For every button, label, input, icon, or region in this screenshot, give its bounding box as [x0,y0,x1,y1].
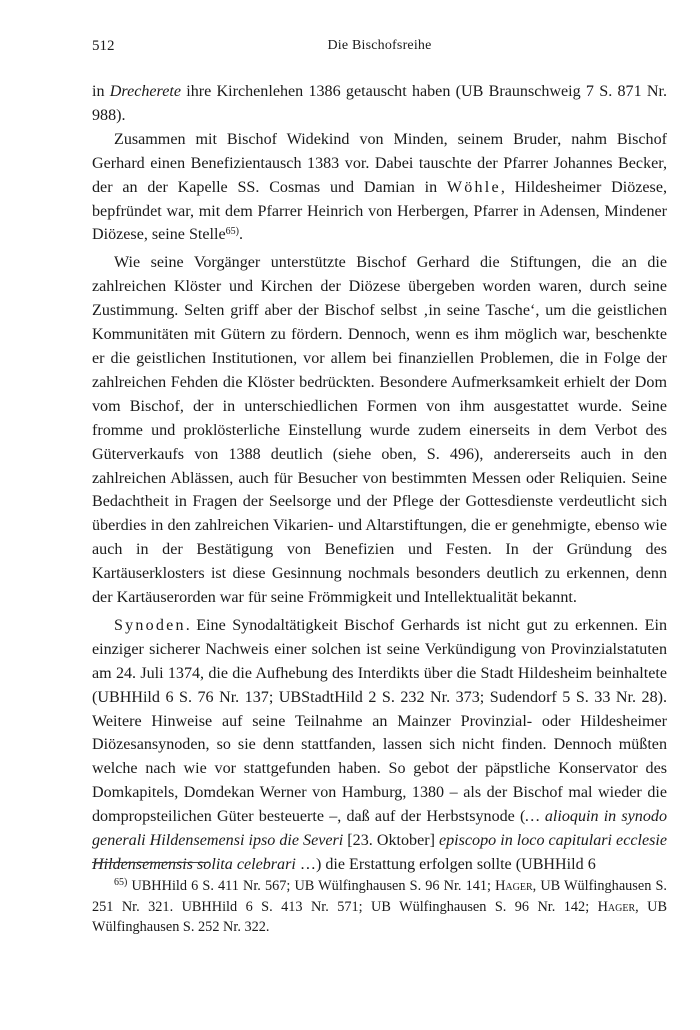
paragraph-2-text: Zusammen mit Bischof Widekind von Minden, seinem Bruder, nahm Bischof Gerhard einen Benefizientausch 1383 vor. Dabei tauschte der Pfarrer Johannes Becker, der an der Kapelle SS. Cosmas und Damian in [92,130,667,196]
footnote-divider [92,862,210,863]
footnote-marker: 65) [114,877,128,888]
section-heading-synoden: Synoden [114,616,186,634]
paragraph-1 [92,80,667,128]
paragraph-4-end: …) die Erstattung erfolgen sollte (UBHHild 6 [295,856,596,873]
page-header [92,38,667,58]
running-title: Die Bischofsreihe [327,38,432,53]
author-name: Hager [495,878,533,894]
paragraph-1-text-cont: ihre Kirchenlehen 1386 getauscht haben (UB Braunschweig 7 S. 871 Nr. 988). [92,83,667,124]
footnote-text-cont: , UB Wülfinghausen S. 251 Nr. 321. UBHHild 6 S. 413 Nr. 571; UB Wülfinghausen S. 96 Nr. 142; [92,878,667,915]
paragraph-3: Wie seine Vorgänger unterstützte Bischof Gerhard die Stiftungen, die an die zahlreichen Klöster und Kirchen der Diözese übergeben worden waren, durch seine Zustimmung. Selten griff aber der Bischof selbst ‚in seine Tasche‘, um die geistlichen Kommunitäten mit Gütern zu fördern. Dennoch, wenn es ihm möglich war, beschenkte er die geistlichen Institutionen, vor allem bei finanziellen Problemen, die in Folge der zahlreichen Fehden die Klöster bedrückten. Besondere Aufmerksamkeit erhielt der Dom vom Bischof, der in unterschiedlichen Formen von ihm ausgestattet wurde. Seine fromme und proklösterliche Einstellung wurde zudem einerseits in dem Verbot des Güterverkaufs von 1388 deutlich (siehe oben, S. 496), andererseits auch in den zahlreichen Ablässen, auch für Besucher von bestimmten Messen oder Reliquien. Seine Bedachtheit in Fragen der Seelsorge und der Pflege der Gottesdienste verdeutlicht sich überdies in den zahlreichen Vikarien- und Altarstiftungen, die er genehmigte, ebenso wie auch in der Bestätigung von Benefizien und Festen. In der Gründung des Kartäuserklosters ist diese Gesinnung nochmals besonders deutlich zu erkennen, denn der Kartäuserorden war für seine Frömmigkeit und Intellektualität bekannt. [92,254,667,607]
paragraph-1-text: in [92,83,110,100]
page-number: 512 [92,38,115,54]
paragraph-4 [92,614,667,877]
paragraph-4-text: . Eine Synodaltätigkeit Bischof Gerhards ist nicht gut zu erkennen. Ein einziger sicherer Nachweis einer solchen ist seine Verkündigung von Provinzialstatuten am 24. Juli 1374, die die Aufhebung des Interdikts über die Stadt Hildesheim beinhaltete (UBHHild 6 S. 76 Nr. 137; UBStadtHild 2 S. 232 Nr. 373; Sudendorf 5 S. 33 Nr. 28). Weitere Hinweise auf seine Teilnahme an Mainzer Provinzial- oder Hildesheimer Diözesansynoden, so sie denn stattfanden, lassen sich nicht finden. Dennoch müßten welche nach wie vor stattgefunden haben. So gebot der päpstliche Konservator des Domkapitels, Domdekan Werner von Hamburg, 1380 – als der Bischof mal wieder die dompropsteilichen Güter besteuerte –, daß auf der Herbstsynode ( [92,616,667,826]
author-name: Hager [597,898,636,915]
paragraph-2-end: . [238,226,243,244]
latin-quote-2: episcopo in loco capitulari ecclesie Hildensemensis solita celebrari [92,832,667,873]
paragraph-2-text-cont: , Hildesheimer Diözese, bepfründet war, mit dem Pfarrer Heinrich von Herbergen, Pfarrer in Adensen, Mindener Diözese, seine Stelle [92,178,667,244]
paragraph-2 [92,128,667,248]
footnote-65 [92,876,667,938]
body-text [92,80,667,877]
footnote-text: UBHHild 6 S. 411 Nr. 567; UB Wülfinghausen S. 96 Nr. 141; [127,878,496,894]
paragraph-4-date: [23. Oktober] [343,832,439,850]
italic-place-name: Drecherete [109,83,181,100]
latin-quote-1: … alioquin in synodo generali Hildensemensi ipso die Severi [92,808,667,850]
footnote-text-end: , UB Wülfinghausen S. 252 Nr. 322. [92,898,667,935]
spaced-place-name: Wöhle [446,178,501,196]
footnote-reference: 65) [225,226,239,238]
